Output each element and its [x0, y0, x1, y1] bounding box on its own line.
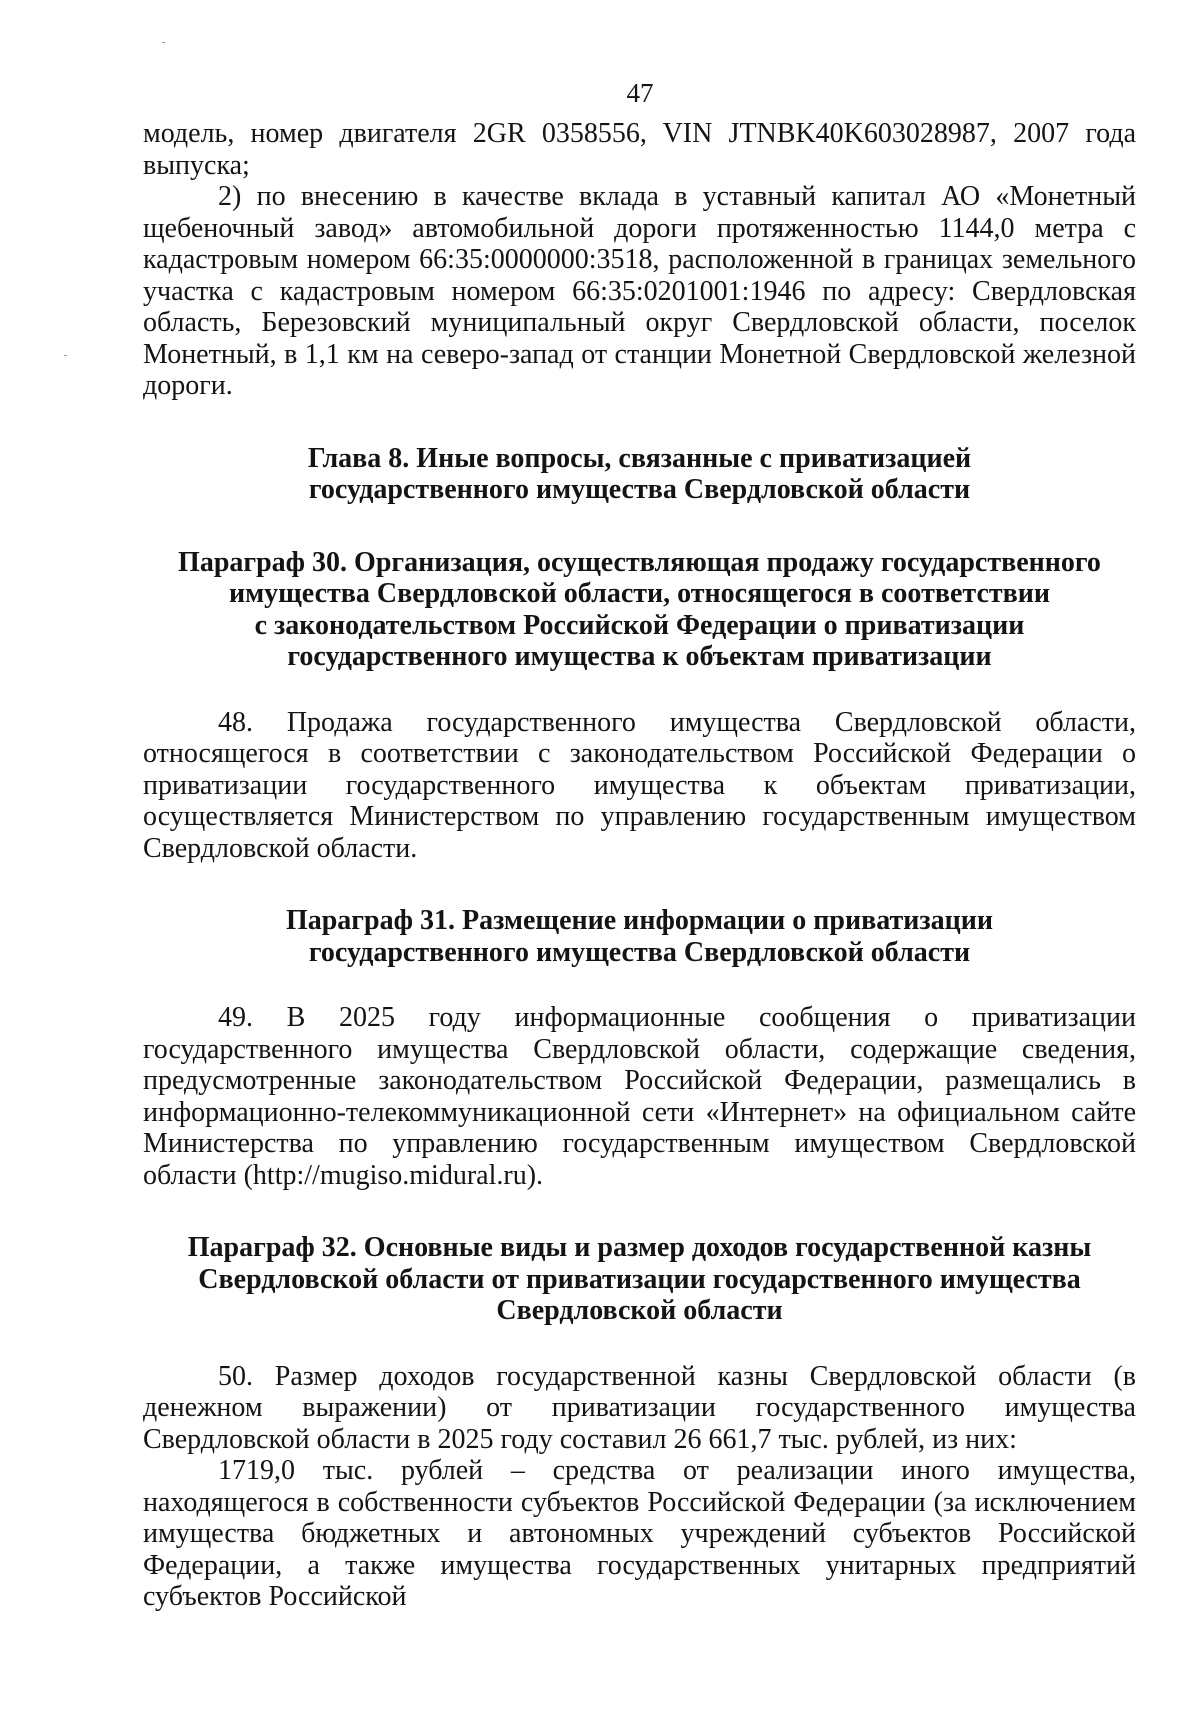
paragraph-vehicle-continuation: модель, номер двигателя 2GR 0358556, VIN JTNBK40K603028987, 2007 года выпуска;: [143, 118, 1136, 181]
heading-line: Параграф 30. Организация, осуществляющая продажу государственного: [178, 546, 1101, 578]
paragraph-32-heading: [143, 1232, 1136, 1327]
heading-line: государственного имущества Свердловской области: [308, 474, 971, 505]
chapter-8-heading: [143, 443, 1136, 506]
paragraph-30-heading: [143, 547, 1136, 673]
item-50-paragraph: 50. Размер доходов государственной казны Свердловской области (в денежном выражении) от приватизации государственного имущества Свердловской области в 2025 году составил 26 661,7 тыс. рублей, из них:: [143, 1360, 1136, 1455]
document-body: [143, 118, 1136, 1613]
heading-line: Параграф 31. Размещение информации о приватизации: [285, 905, 994, 936]
heading-line: Параграф 32. Основные виды и размер доходов государственной казны: [187, 1232, 1092, 1263]
heading-line: Свердловской области от приватизации государственного имущества: [198, 1263, 1081, 1295]
heading-line: государственного имущества к объектам приватизации: [287, 641, 992, 672]
scan-mark: [162, 42, 165, 43]
heading-line: Глава 8. Иные вопросы, связанные с приватизацией: [307, 442, 972, 474]
heading-line: государственного имущества Свердловской области: [308, 936, 971, 968]
heading-line: с законодательством Российской Федерации о приватизации: [254, 609, 1025, 641]
page-number: 47: [626, 78, 654, 108]
item-49-paragraph: 49. В 2025 году информационные сообщения о приватизации государственного имущества Свердловской области, содержащие сведения, предусмотренные законодательством Российской Федерации, размещались в информационно-телекоммуникационной сети «Интернет» на официальном сайте Министерства по управлению государственным имуществом Свердловской области (http://mugiso.midural.ru).: [143, 1002, 1136, 1191]
scan-mark: [64, 355, 67, 356]
paragraph-item-2: 2) по внесению в качестве вклада в уставный капитал АО «Монетный щебеночный завод» автомобильной дороги протяженностью 1144,0 метра с кадастровым номером 66:35:0000000:3518, расположенной в границах земельного участка с кадастровым номером 66:35:0201001:1946 по адресу: Свердловская область, Березовский муниципальный округ Свердловской области, поселок Монетный, в 1,1 км на северо-запад от станции Монетной Свердловской железной дороги.: [143, 181, 1136, 401]
item-48-paragraph: 48. Продажа государственного имущества Свердловской области, относящегося в соответствии с законодательством Российской Федерации о приватизации государственного имущества к объектам приватизации, осуществляется Министерством по управлению государственным имуществом Свердловской области.: [143, 706, 1136, 864]
paragraph-31-heading: [143, 905, 1136, 968]
heading-line: имущества Свердловской области, относящегося в соответствии: [228, 578, 1051, 609]
item-50-subparagraph: 1719,0 тыс. рублей – средства от реализации иного имущества, находящегося в собственности субъектов Российской Федерации (за исключением имущества бюджетных и автономных учреждений субъектов Российской Федерации, а также имущества государственных унитарных предприятий субъектов Российской: [143, 1455, 1136, 1612]
heading-line: Свердловской области: [496, 1295, 783, 1326]
